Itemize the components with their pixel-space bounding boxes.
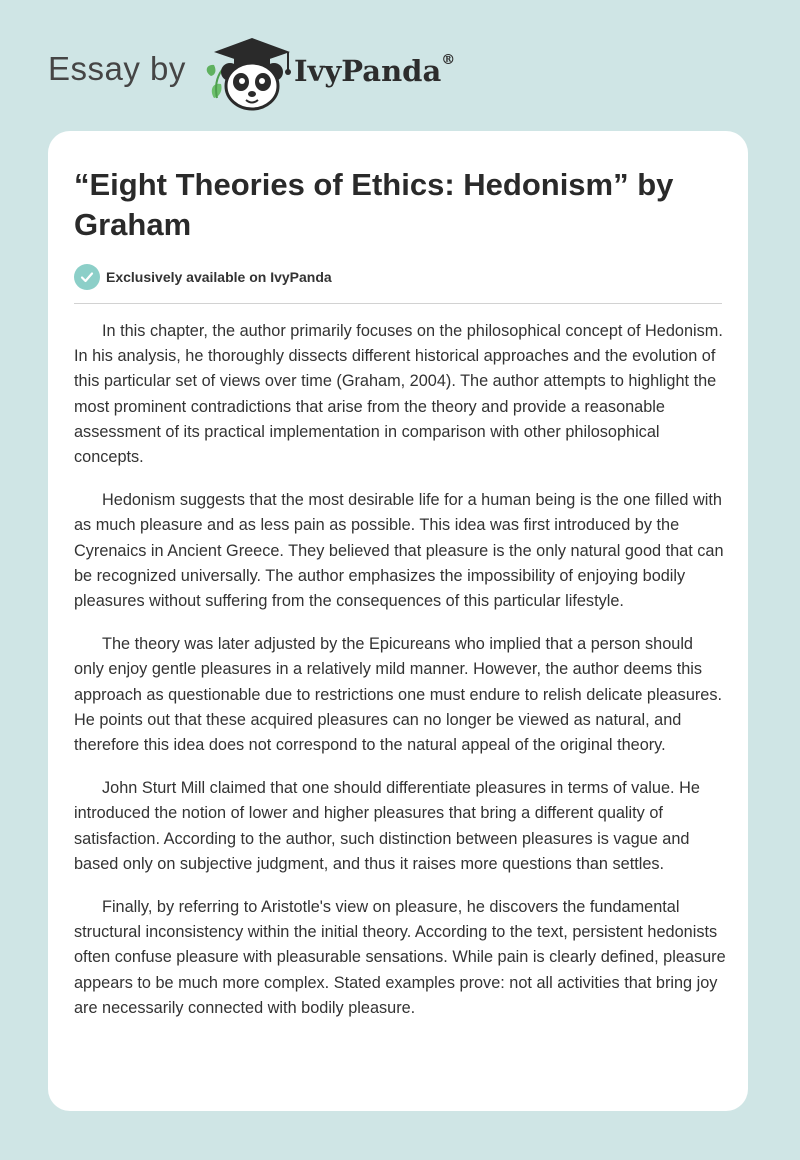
essay-by-label: Essay by [48,50,186,87]
essay-card [48,131,748,1111]
exclusive-badge-text: Exclusively available on IvyPanda [106,269,332,285]
panda-logo-icon[interactable] [200,34,300,114]
registered-mark: ® [441,52,456,69]
essay-paragraph: Hedonism suggests that the most desirable life for a human being is the one filled with as much pleasure and as less pain as possible. This idea was first introduced by the Cyrenaics in Ancient Greece. They believed that pleasure is the only natural good that can be recognized universally. The author emphasizes the impossibility of enjoying bodily pleasures without suffering from the consequences of this particular lifestyle. [74,491,724,611]
essay-paragraph: Finally, by referring to Aristotle's view on pleasure, he discovers the fundamental structural inconsistency within the initial theory. According to the text, persistent hedonists often confuse pleasure with pleasurable sensations. While pain is clearly defined, pleasure appears to be much more complex. Stated examples prove: not all activities that bring joy are necessarily connected with bodily pleasure. [74,898,726,1017]
essay-body [74,319,726,1039]
check-icon [74,264,100,290]
brand-name[interactable] [294,54,455,88]
essay-title: “Eight Theories of Ethics: Hedonism” by Graham [74,167,674,242]
brand-header [48,34,568,114]
exclusive-badge [74,264,332,290]
essay-paragraph: John Sturt Mill claimed that one should differentiate pleasures in terms of value. He introduced the notion of lower and higher pleasures that bring a different quality of satisfaction. According to the author, such distinction between pleasures is vague and based only on subjective judgment, and thus it raises more questions than settles. [74,779,700,873]
title-divider [74,303,722,304]
essay-paragraph: The theory was later adjusted by the Epicureans who implied that a person should only enjoy gentle pleasures in a relatively mild manner. However, the author deems this approach as questionable due to restrictions one must endure to relish delicate pleasures. He points out that these acquired pleasures can no longer be viewed as natural, and therefore this idea does not correspond to the natural appeal of the original theory. [74,635,723,755]
essay-paragraph: In this chapter, the author primarily focuses on the philosophical concept of Hedonism. In his analysis, he thoroughly dissects different historical approaches and the evolution of this particular set of views over time (Graham, 2004). The author attempts to highlight the most prominent contradictions that arise from the theory and provide a reasonable assessment of its practical implementation in comparison with other philosophical concepts. [74,322,723,467]
brand-name-text: IvyPanda [294,54,442,88]
